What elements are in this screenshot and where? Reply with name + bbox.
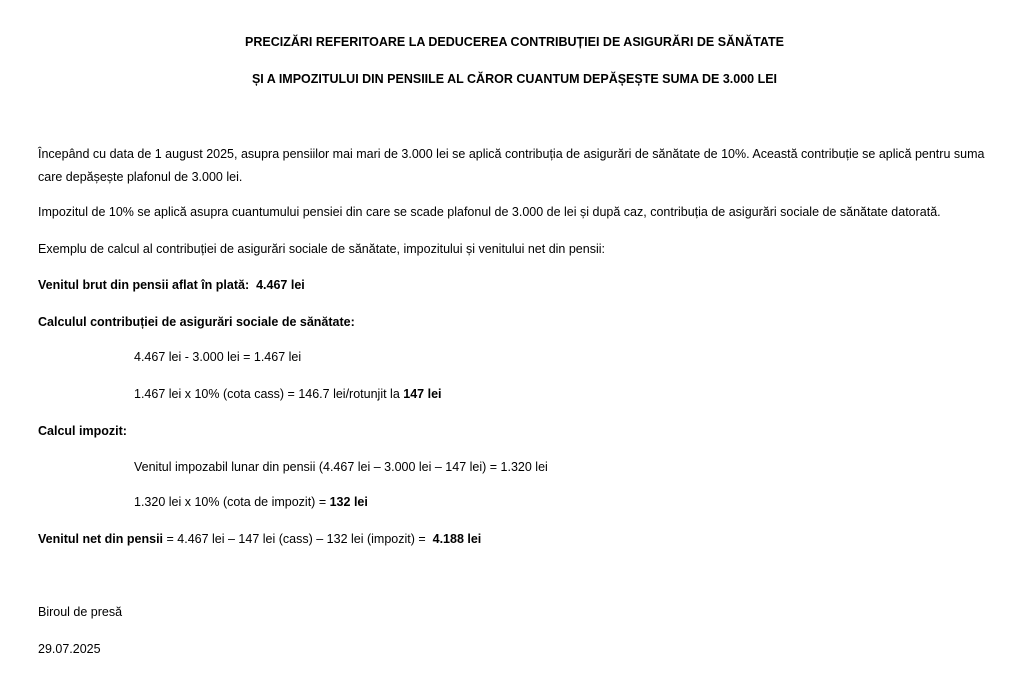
signature: Biroul de presă	[38, 605, 123, 619]
document-date: 29.07.2025	[38, 642, 101, 656]
tax-step-2	[134, 495, 368, 509]
tax-step-2-text: 1.320 lei x 10% (cota de impozit) =	[134, 495, 327, 509]
cass-step-1: 4.467 lei - 3.000 lei = 1.467 lei	[134, 350, 302, 364]
example-intro: Exemplu de calcul al contribuției de asigurări sociale de sănătate, impozitului și venitului net din pensii:	[38, 242, 605, 256]
gross-income-value: 4.467 lei	[256, 278, 305, 292]
document-title-line-1: PRECIZĂRI REFERITOARE LA DEDUCEREA CONTRIBUȚIEI DE ASIGURĂRI DE SĂNĂTATE	[245, 35, 784, 49]
net-income-result: 4.188 lei	[432, 532, 482, 546]
net-income-line	[38, 532, 481, 546]
intro-paragraph: Începând cu data de 1 august 2025, asupra pensiilor mai mari de 3.000 lei se aplică contribuția de asigurări de sănătate de 10%. Această contribuție se aplică pentru suma care depășește plafonul de 3.000 lei.	[38, 147, 985, 184]
gross-income-label: Venitul brut din pensii aflat în plată:	[38, 278, 250, 292]
gross-income-line	[38, 278, 305, 292]
document-title-line-2: ȘI A IMPOZITULUI DIN PENSIILE AL CĂROR CUANTUM DEPĂȘEȘTE SUMA DE 3.000 LEI	[251, 72, 778, 86]
cass-step-2-text: 1.467 lei x 10% (cota cass) = 146.7 lei/rotunjit la	[134, 387, 400, 401]
net-income-label: Venitul net din pensii	[38, 532, 164, 546]
tax-step-2-result: 132 lei	[329, 495, 368, 509]
cass-step-2-result: 147 lei	[403, 387, 442, 401]
net-income-formula: = 4.467 lei – 147 lei (cass) – 132 lei (impozit) =	[166, 532, 426, 546]
cass-heading: Calculul contribuției de asigurări sociale de sănătate:	[38, 315, 355, 329]
cass-step-2	[134, 387, 442, 401]
tax-heading: Calcul impozit:	[38, 424, 127, 438]
tax-step-1: Venitul impozabil lunar din pensii (4.467 lei – 3.000 lei – 147 lei) = 1.320 lei	[134, 460, 548, 474]
tax-paragraph: Impozitul de 10% se aplică asupra cuantumului pensiei din care se scade plafonul de 3.000 de lei și după caz, contribuția de asigurări sociale de sănătate datorată.	[38, 205, 941, 219]
